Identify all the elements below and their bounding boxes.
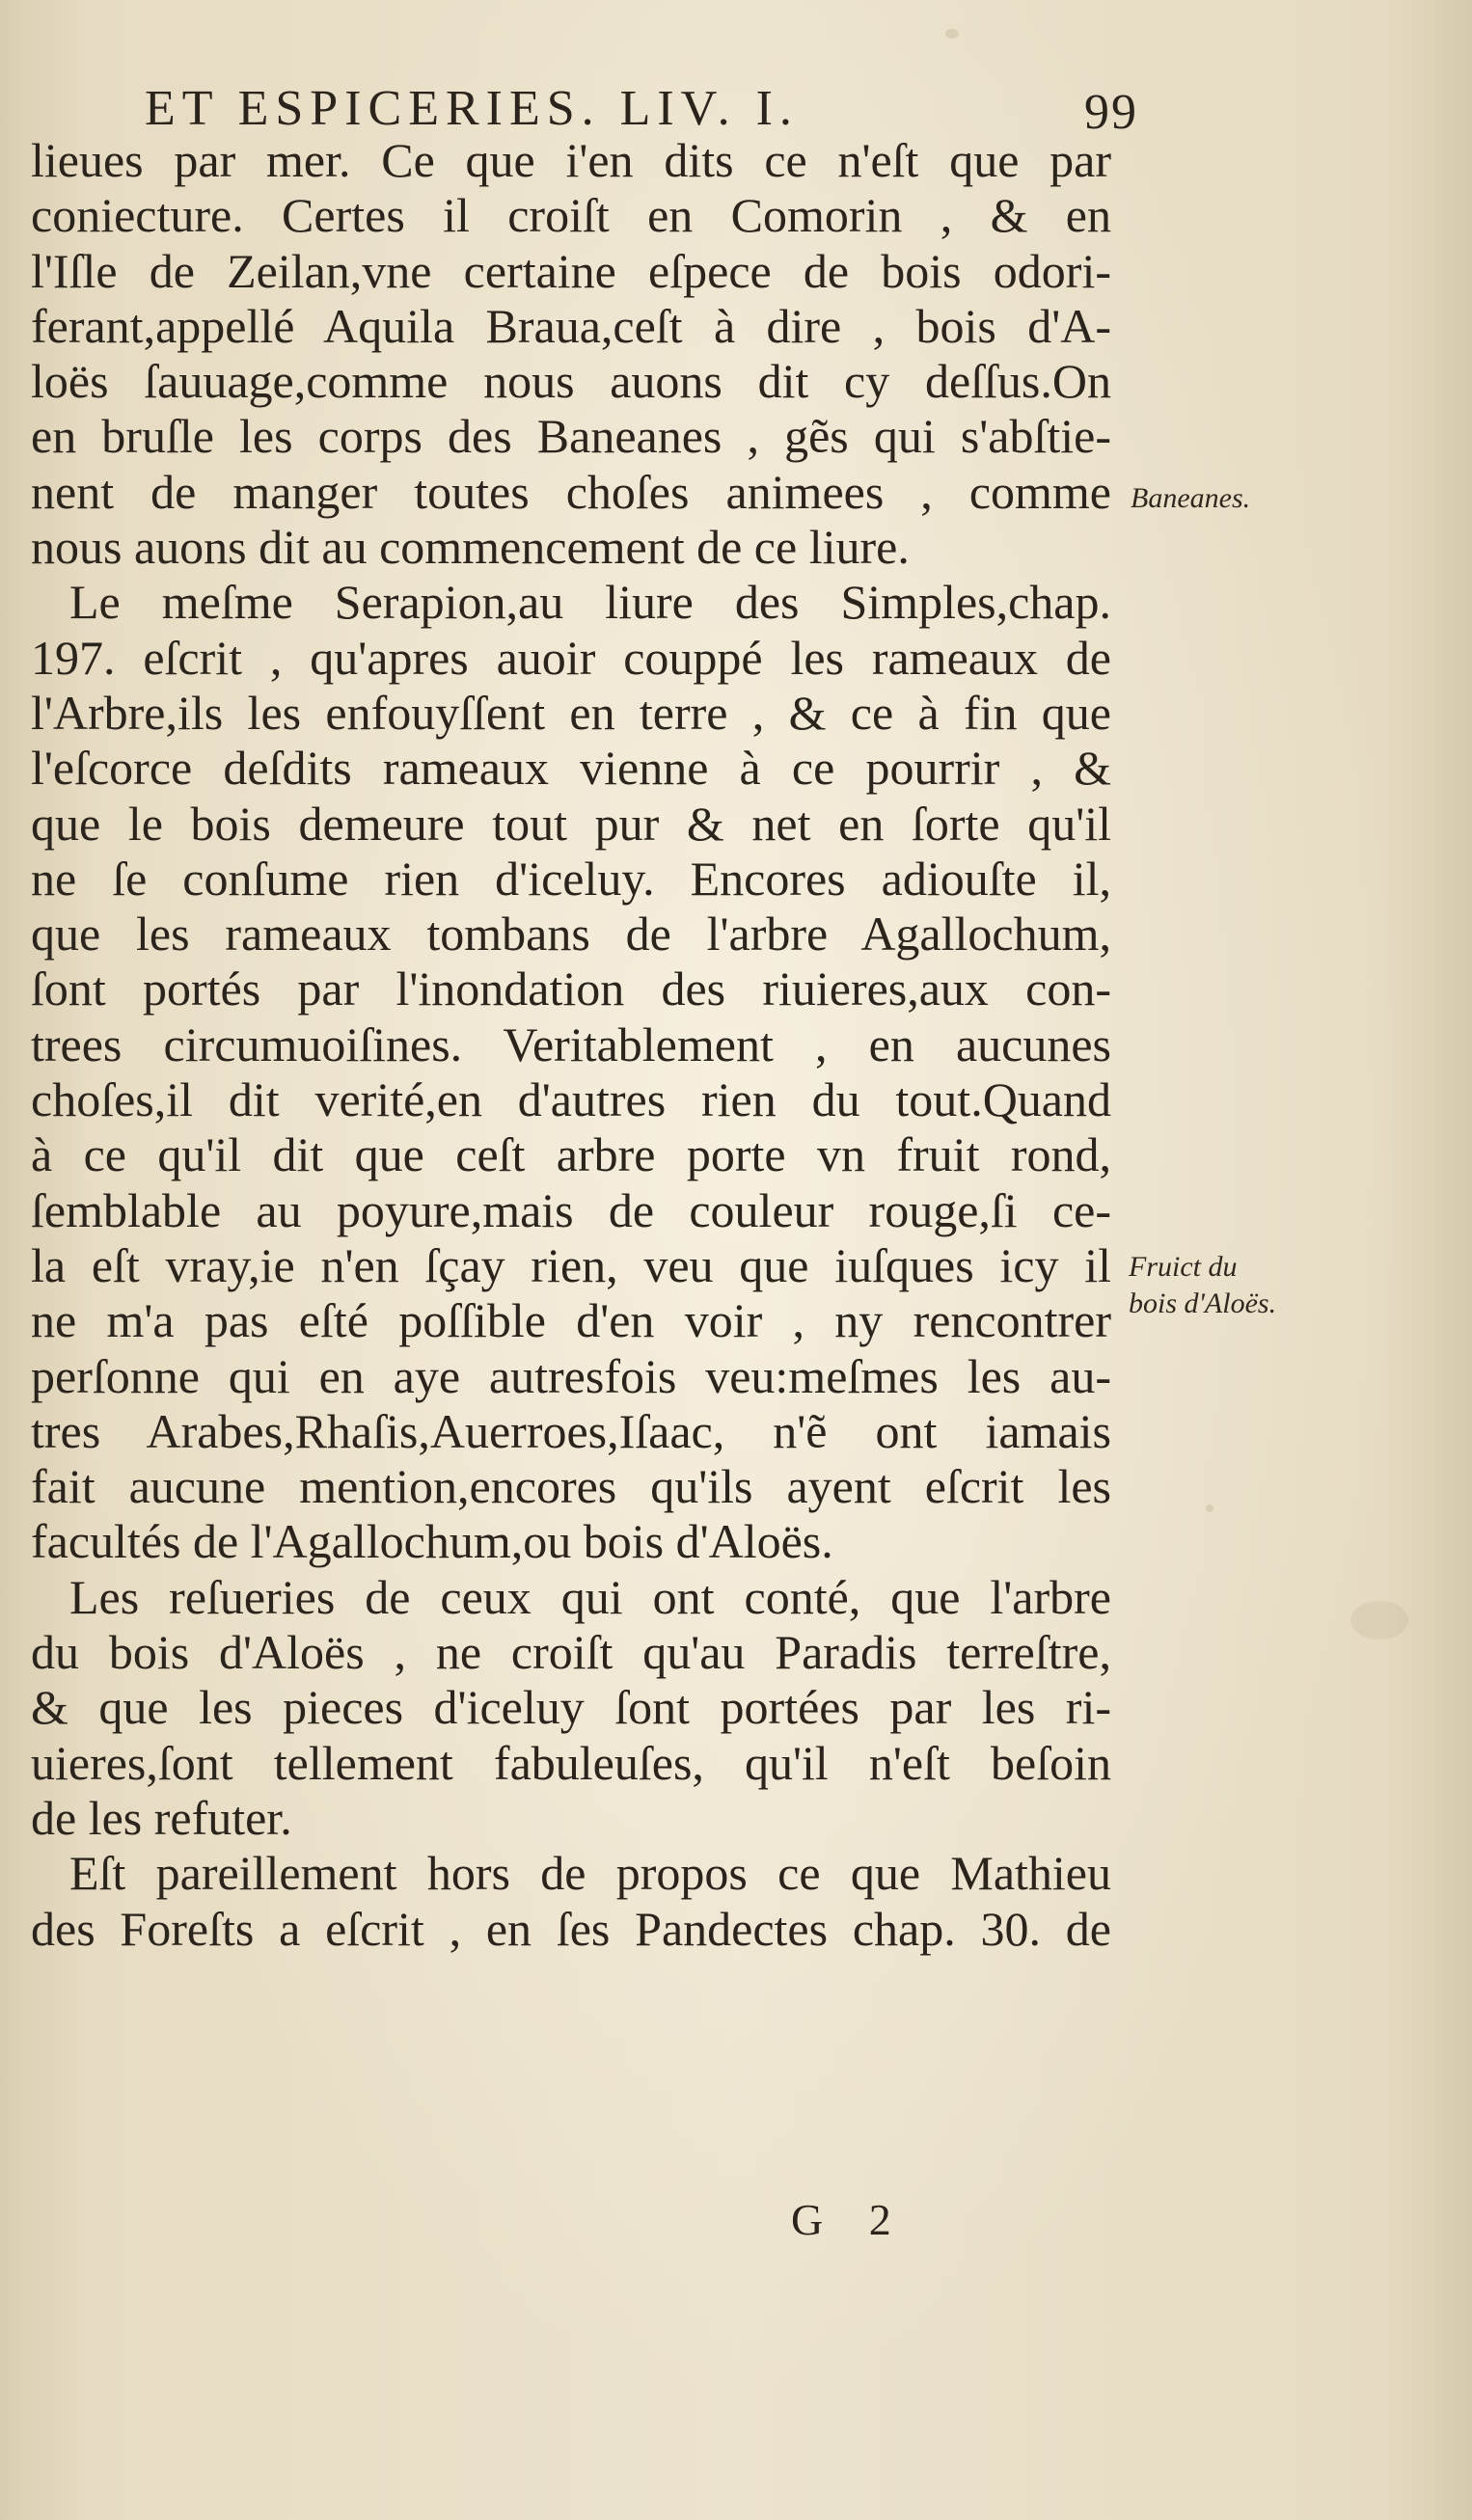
margin-note-line: Fruict du — [1129, 1251, 1238, 1283]
text-line: lieues par mer. Ce que i'en dits ce n'eſt que par — [31, 133, 1111, 187]
margin-note-baneanes: Baneanes. — [1131, 482, 1251, 514]
text-line: & que les pieces d'iceluy ſont portées par les ri- — [31, 1680, 1111, 1735]
text-line: ſont portés par l'inondation des riuieres,aux con- — [31, 962, 1111, 1016]
margin-note-line: bois d'Aloës. — [1129, 1287, 1277, 1319]
text-line: Eſt pareillement hors de propos ce que Mathieu — [69, 1846, 1111, 1901]
text-line: fait aucune mention,encores qu'ils ayent eſcrit les — [31, 1459, 1111, 1514]
running-head-title: ET ESPICERIES. LIV. I. — [145, 81, 799, 136]
text-line: ſemblable au poyure,mais de couleur rouge,ſi ce- — [31, 1182, 1111, 1237]
text-line: ne ſe conſume rien d'iceluy. Encores adiouſte il, — [31, 851, 1111, 906]
text-line: l'Arbre,ils les enfouyſſent en terre , & ce à fin que — [31, 685, 1111, 740]
text-line: l'eſcorce deſdits rameaux vienne à ce pourrir , & — [31, 741, 1111, 796]
page-number: 99 — [1084, 85, 1138, 140]
signature-mark: G 2 — [791, 2195, 909, 2244]
text-line: que les rameaux tombans de l'arbre Agallochum, — [31, 907, 1111, 962]
text-line: de les refuter. — [31, 1790, 292, 1845]
paper-stain — [1206, 1504, 1213, 1512]
text-line: Le meſme Serapion,au liure des Simples,chap. — [69, 575, 1111, 630]
paper-stain — [1350, 1601, 1408, 1639]
text-line: Les reſueries de ceux qui ont conté, que l'arbre — [69, 1569, 1111, 1624]
text-line: coniecture. Certes il croiſt en Comorin , & en — [31, 188, 1111, 243]
text-line: l'Iſle de Zeilan,vne certaine eſpece de bois odori- — [31, 243, 1111, 298]
text-line: nent de manger toutes choſes animees , comme — [31, 464, 1111, 519]
text-line: que le bois demeure tout pur & net en ſorte qu'il — [31, 796, 1111, 851]
text-line: perſonne qui en aye autresfois veu:meſmes les au- — [31, 1348, 1111, 1403]
text-line: la eſt vray,ie n'en ſçay rien, veu que iuſques icy il — [31, 1237, 1111, 1292]
text-line: ferant,appellé Aquila Braua,ceſt à dire , bois d'A- — [31, 298, 1111, 353]
text-line: en bruſle les corps des Baneanes , gẽs qui s'abſtie- — [31, 409, 1111, 464]
text-line: trees circumuoiſines. Veritablement , en aucunes — [31, 1016, 1111, 1071]
margin-note-fruict — [1129, 1249, 1276, 1322]
text-line: nous auons dit au commencement de ce liure. — [31, 520, 910, 575]
text-line: tres Arabes,Rhaſis,Auerroes,Iſaac, n'ẽ ont iamais — [31, 1403, 1111, 1458]
text-line: ne m'a pas eſté poſſible d'en voir , ny rencontrer — [31, 1293, 1111, 1348]
paper-stain — [945, 29, 959, 39]
text-line: 197. eſcrit , qu'apres auoir couppé les rameaux de — [31, 630, 1111, 685]
text-line: à ce qu'il dit que ceſt arbre porte vn fruit rond, — [31, 1127, 1111, 1182]
text-line: choſes,il dit verité,en d'autres rien du tout.Quand — [31, 1072, 1111, 1127]
text-line: des Foreſts a eſcrit , en ſes Pandectes chap. 30. de — [31, 1901, 1111, 1956]
body-text — [31, 133, 1111, 1957]
text-line: du bois d'Aloës , ne croiſt qu'au Paradis terreſtre, — [31, 1625, 1111, 1680]
text-line: facultés de l'Agallochum,ou bois d'Aloës. — [31, 1514, 833, 1569]
text-line: uieres,ſont tellement fabuleuſes, qu'il n'eſt beſoin — [31, 1735, 1111, 1790]
text-line: loës ſauuage,comme nous auons dit cy deſſus.On — [31, 354, 1111, 409]
